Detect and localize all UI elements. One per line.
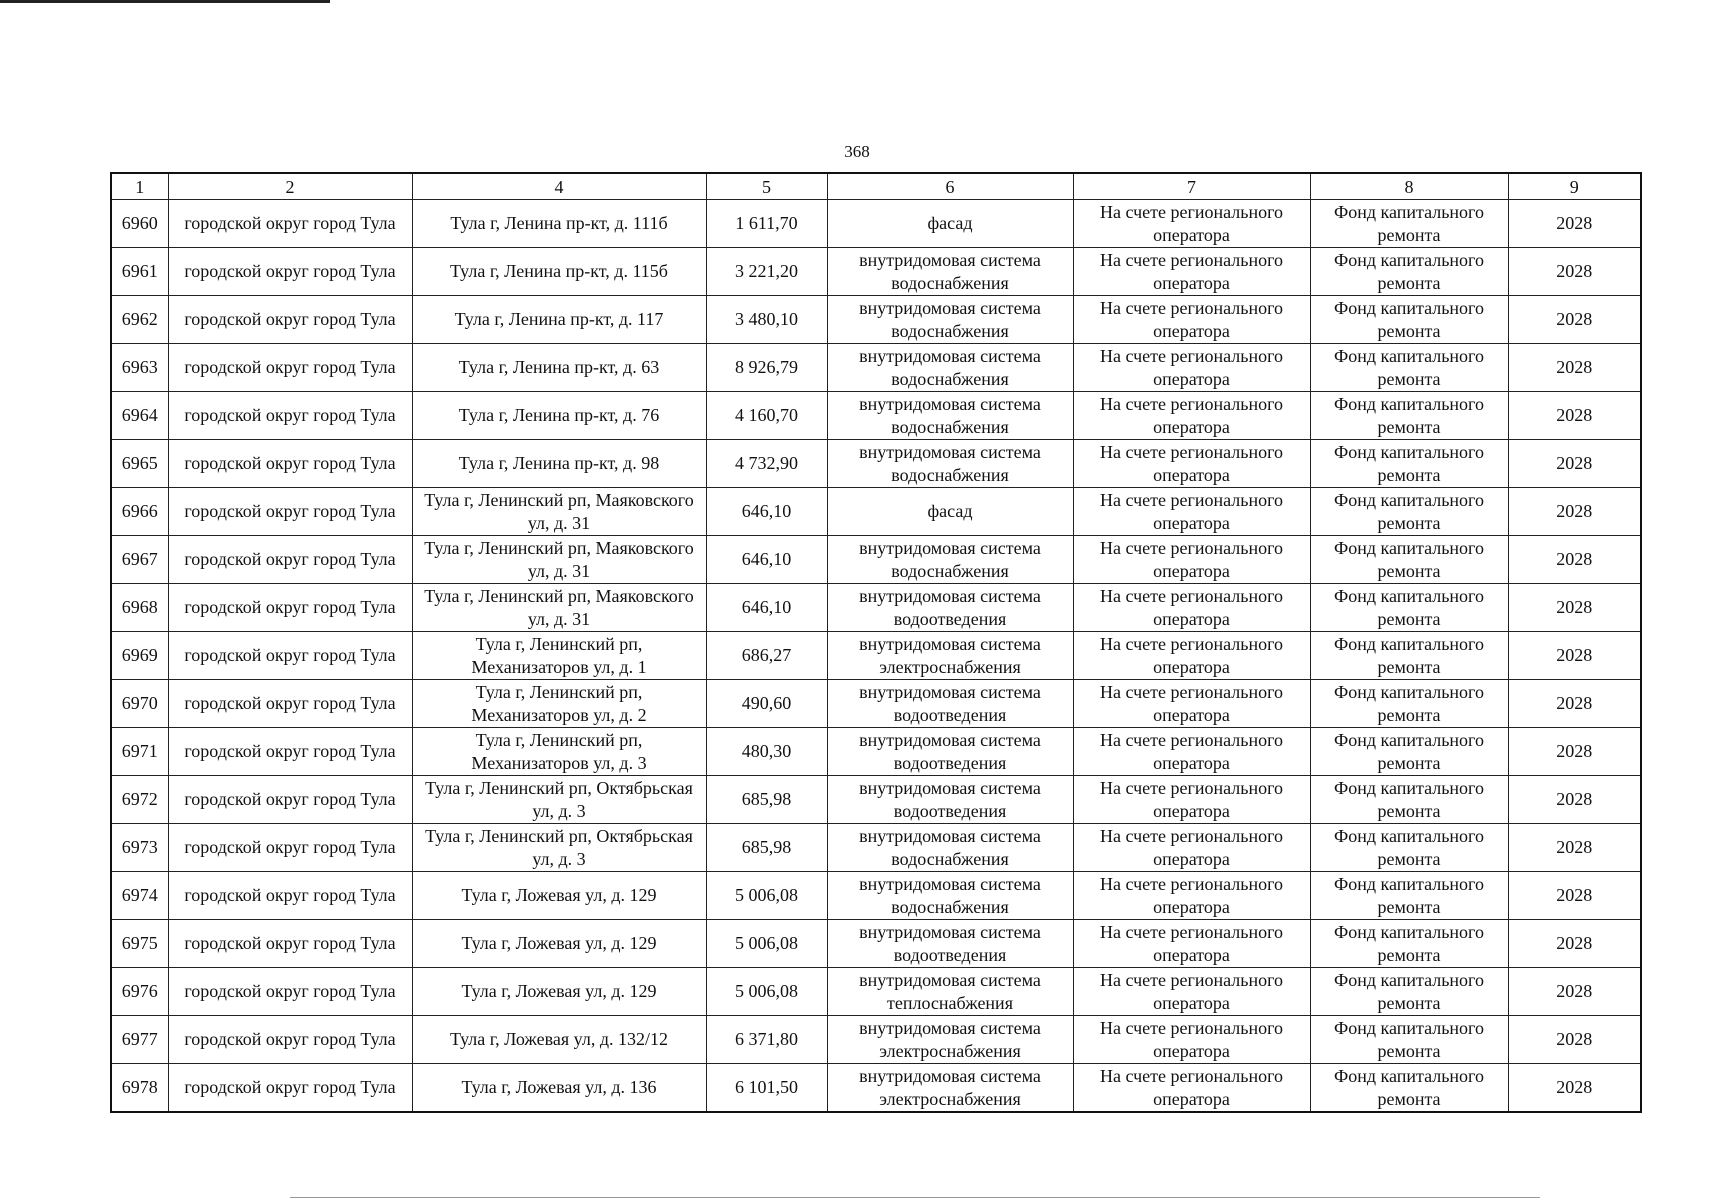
column-header: 9: [1508, 173, 1641, 200]
municipality-cell: городской округ город Тула: [168, 392, 412, 440]
account-cell: На счете регионального оператора: [1073, 776, 1310, 824]
column-header: 5: [706, 173, 827, 200]
account-cell: На счете регионального оператора: [1073, 248, 1310, 296]
area-cell: 6 101,50: [706, 1064, 827, 1113]
area-cell: 3 480,10: [706, 296, 827, 344]
account-cell: На счете регионального оператора: [1073, 488, 1310, 536]
account-cell: На счете регионального оператора: [1073, 680, 1310, 728]
address-cell: Тула г, Ленинский рп, Механизаторов ул, д. 2: [412, 680, 706, 728]
account-cell: На счете регионального оператора: [1073, 920, 1310, 968]
fund-cell: Фонд капитального ремонта: [1310, 200, 1508, 248]
page-number: 368: [844, 142, 870, 161]
fund-cell: Фонд капитального ремонта: [1310, 680, 1508, 728]
area-cell: 8 926,79: [706, 344, 827, 392]
work-type-cell: внутридомовая система водоснабжения: [827, 536, 1073, 584]
row-number: 6967: [111, 536, 168, 584]
row-number: 6969: [111, 632, 168, 680]
municipality-cell: городской округ город Тула: [168, 248, 412, 296]
municipality-cell: городской округ город Тула: [168, 488, 412, 536]
table-row: [111, 1016, 1641, 1064]
work-type-cell: внутридомовая система водоснабжения: [827, 872, 1073, 920]
year-cell: 2028: [1508, 344, 1641, 392]
address-cell: Тула г, Ленина пр-кт, д. 111б: [412, 200, 706, 248]
address-cell: Тула г, Ложевая ул, д. 129: [412, 968, 706, 1016]
area-cell: 685,98: [706, 776, 827, 824]
row-number: 6976: [111, 968, 168, 1016]
fund-cell: Фонд капитального ремонта: [1310, 776, 1508, 824]
work-type-cell: внутридомовая система водоснабжения: [827, 392, 1073, 440]
municipality-cell: городской округ город Тула: [168, 536, 412, 584]
row-number: 6960: [111, 200, 168, 248]
fund-cell: Фонд капитального ремонта: [1310, 1016, 1508, 1064]
municipality-cell: городской округ город Тула: [168, 632, 412, 680]
municipality-cell: городской округ город Тула: [168, 824, 412, 872]
municipality-cell: городской округ город Тула: [168, 872, 412, 920]
year-cell: 2028: [1508, 680, 1641, 728]
scan-edge-line: [0, 0, 330, 3]
row-number: 6974: [111, 872, 168, 920]
column-header: 6: [827, 173, 1073, 200]
account-cell: На счете регионального оператора: [1073, 728, 1310, 776]
area-cell: 4 160,70: [706, 392, 827, 440]
account-cell: На счете регионального оператора: [1073, 632, 1310, 680]
table-row: [111, 344, 1641, 392]
account-cell: На счете регионального оператора: [1073, 824, 1310, 872]
row-number: 6964: [111, 392, 168, 440]
table-row: [111, 584, 1641, 632]
account-cell: На счете регионального оператора: [1073, 344, 1310, 392]
year-cell: 2028: [1508, 920, 1641, 968]
account-cell: На счете регионального оператора: [1073, 200, 1310, 248]
fund-cell: Фонд капитального ремонта: [1310, 584, 1508, 632]
address-cell: Тула г, Ленинский рп, Механизаторов ул, д. 3: [412, 728, 706, 776]
work-type-cell: внутридомовая система водоотведения: [827, 584, 1073, 632]
municipality-cell: городской округ город Тула: [168, 584, 412, 632]
year-cell: 2028: [1508, 248, 1641, 296]
address-cell: Тула г, Ленинский рп, Маяковского ул, д. 31: [412, 536, 706, 584]
table-row: [111, 392, 1641, 440]
municipality-cell: городской округ город Тула: [168, 1016, 412, 1064]
address-cell: Тула г, Ленинский рп, Механизаторов ул, д. 1: [412, 632, 706, 680]
work-type-cell: внутридомовая система теплоснабжения: [827, 968, 1073, 1016]
fund-cell: Фонд капитального ремонта: [1310, 488, 1508, 536]
table-row: [111, 968, 1641, 1016]
account-cell: На счете регионального оператора: [1073, 536, 1310, 584]
area-cell: 5 006,08: [706, 872, 827, 920]
fund-cell: Фонд капитального ремонта: [1310, 296, 1508, 344]
register-table: [110, 172, 1642, 1113]
column-header: 2: [168, 173, 412, 200]
column-header: 7: [1073, 173, 1310, 200]
fund-cell: Фонд капитального ремонта: [1310, 824, 1508, 872]
fund-cell: Фонд капитального ремонта: [1310, 392, 1508, 440]
row-number: 6973: [111, 824, 168, 872]
table-row: [111, 872, 1641, 920]
municipality-cell: городской округ город Тула: [168, 680, 412, 728]
municipality-cell: городской округ город Тула: [168, 296, 412, 344]
year-cell: 2028: [1508, 584, 1641, 632]
area-cell: 5 006,08: [706, 920, 827, 968]
account-cell: На счете регионального оператора: [1073, 296, 1310, 344]
fund-cell: Фонд капитального ремонта: [1310, 872, 1508, 920]
row-number: 6970: [111, 680, 168, 728]
work-type-cell: внутридомовая система водоотведения: [827, 776, 1073, 824]
area-cell: 5 006,08: [706, 968, 827, 1016]
table-row: [111, 1064, 1641, 1113]
address-cell: Тула г, Ленинский рп, Октябрьская ул, д. 3: [412, 776, 706, 824]
address-cell: Тула г, Ленинский рп, Октябрьская ул, д. 3: [412, 824, 706, 872]
municipality-cell: городской округ город Тула: [168, 728, 412, 776]
table-row: [111, 728, 1641, 776]
fund-cell: Фонд капитального ремонта: [1310, 248, 1508, 296]
year-cell: 2028: [1508, 632, 1641, 680]
area-cell: 4 732,90: [706, 440, 827, 488]
row-number: 6971: [111, 728, 168, 776]
work-type-cell: внутридомовая система водоотведения: [827, 680, 1073, 728]
fund-cell: Фонд капитального ремонта: [1310, 344, 1508, 392]
fund-cell: Фонд капитального ремонта: [1310, 632, 1508, 680]
work-type-cell: фасад: [827, 488, 1073, 536]
year-cell: 2028: [1508, 968, 1641, 1016]
address-cell: Тула г, Ленина пр-кт, д. 115б: [412, 248, 706, 296]
fund-cell: Фонд капитального ремонта: [1310, 728, 1508, 776]
column-header: 8: [1310, 173, 1508, 200]
year-cell: 2028: [1508, 776, 1641, 824]
header-row: [111, 173, 1641, 200]
table-row: [111, 200, 1641, 248]
year-cell: 2028: [1508, 1064, 1641, 1113]
address-cell: Тула г, Ложевая ул, д. 129: [412, 872, 706, 920]
work-type-cell: внутридомовая система водоотведения: [827, 920, 1073, 968]
column-header: 1: [111, 173, 168, 200]
account-cell: На счете регионального оператора: [1073, 1064, 1310, 1113]
account-cell: На счете регионального оператора: [1073, 392, 1310, 440]
municipality-cell: городской округ город Тула: [168, 200, 412, 248]
address-cell: Тула г, Ложевая ул, д. 132/12: [412, 1016, 706, 1064]
year-cell: 2028: [1508, 872, 1641, 920]
year-cell: 2028: [1508, 296, 1641, 344]
address-cell: Тула г, Ленинский рп, Маяковского ул, д. 31: [412, 488, 706, 536]
municipality-cell: городской округ город Тула: [168, 920, 412, 968]
work-type-cell: внутридомовая система водоснабжения: [827, 344, 1073, 392]
table-row: [111, 488, 1641, 536]
account-cell: На счете регионального оператора: [1073, 968, 1310, 1016]
area-cell: 480,30: [706, 728, 827, 776]
area-cell: 646,10: [706, 536, 827, 584]
fund-cell: Фонд капитального ремонта: [1310, 440, 1508, 488]
table-row: [111, 536, 1641, 584]
table-row: [111, 440, 1641, 488]
work-type-cell: внутридомовая система водоснабжения: [827, 824, 1073, 872]
fund-cell: Фонд капитального ремонта: [1310, 1064, 1508, 1113]
area-cell: 686,27: [706, 632, 827, 680]
work-type-cell: внутридомовая система водоснабжения: [827, 248, 1073, 296]
year-cell: 2028: [1508, 728, 1641, 776]
municipality-cell: городской округ город Тула: [168, 440, 412, 488]
year-cell: 2028: [1508, 488, 1641, 536]
area-cell: 1 611,70: [706, 200, 827, 248]
row-number: 6977: [111, 1016, 168, 1064]
address-cell: Тула г, Ленинский рп, Маяковского ул, д. 31: [412, 584, 706, 632]
municipality-cell: городской округ город Тула: [168, 776, 412, 824]
year-cell: 2028: [1508, 440, 1641, 488]
account-cell: На счете регионального оператора: [1073, 1016, 1310, 1064]
table-row: [111, 920, 1641, 968]
area-cell: 646,10: [706, 584, 827, 632]
row-number: 6968: [111, 584, 168, 632]
row-number: 6963: [111, 344, 168, 392]
fund-cell: Фонд капитального ремонта: [1310, 536, 1508, 584]
municipality-cell: городской округ город Тула: [168, 1064, 412, 1113]
year-cell: 2028: [1508, 1016, 1641, 1064]
fund-cell: Фонд капитального ремонта: [1310, 968, 1508, 1016]
work-type-cell: внутридомовая система электроснабжения: [827, 1064, 1073, 1113]
fund-cell: Фонд капитального ремонта: [1310, 920, 1508, 968]
address-cell: Тула г, Ложевая ул, д. 136: [412, 1064, 706, 1113]
row-number: 6965: [111, 440, 168, 488]
account-cell: На счете регионального оператора: [1073, 584, 1310, 632]
municipality-cell: городской округ город Тула: [168, 344, 412, 392]
year-cell: 2028: [1508, 824, 1641, 872]
work-type-cell: внутридомовая система водоснабжения: [827, 440, 1073, 488]
area-cell: 685,98: [706, 824, 827, 872]
work-type-cell: внутридомовая система водоснабжения: [827, 296, 1073, 344]
area-cell: 3 221,20: [706, 248, 827, 296]
work-type-cell: внутридомовая система водоотведения: [827, 728, 1073, 776]
address-cell: Тула г, Ложевая ул, д. 129: [412, 920, 706, 968]
row-number: 6978: [111, 1064, 168, 1113]
year-cell: 2028: [1508, 392, 1641, 440]
address-cell: Тула г, Ленина пр-кт, д. 117: [412, 296, 706, 344]
scan-edge-line: [290, 1197, 1540, 1198]
account-cell: На счете регионального оператора: [1073, 440, 1310, 488]
work-type-cell: внутридомовая система электроснабжения: [827, 1016, 1073, 1064]
column-header: 4: [412, 173, 706, 200]
table-row: [111, 632, 1641, 680]
address-cell: Тула г, Ленина пр-кт, д. 98: [412, 440, 706, 488]
municipality-cell: городской округ город Тула: [168, 968, 412, 1016]
table-row: [111, 680, 1641, 728]
row-number: 6966: [111, 488, 168, 536]
table-row: [111, 296, 1641, 344]
row-number: 6961: [111, 248, 168, 296]
year-cell: 2028: [1508, 536, 1641, 584]
area-cell: 490,60: [706, 680, 827, 728]
area-cell: 646,10: [706, 488, 827, 536]
address-cell: Тула г, Ленина пр-кт, д. 76: [412, 392, 706, 440]
table-row: [111, 776, 1641, 824]
work-type-cell: внутридомовая система электроснабжения: [827, 632, 1073, 680]
table-row: [111, 824, 1641, 872]
work-type-cell: фасад: [827, 200, 1073, 248]
row-number: 6972: [111, 776, 168, 824]
account-cell: На счете регионального оператора: [1073, 872, 1310, 920]
year-cell: 2028: [1508, 200, 1641, 248]
row-number: 6975: [111, 920, 168, 968]
row-number: 6962: [111, 296, 168, 344]
area-cell: 6 371,80: [706, 1016, 827, 1064]
address-cell: Тула г, Ленина пр-кт, д. 63: [412, 344, 706, 392]
table-row: [111, 248, 1641, 296]
table-body: [111, 173, 1641, 1112]
